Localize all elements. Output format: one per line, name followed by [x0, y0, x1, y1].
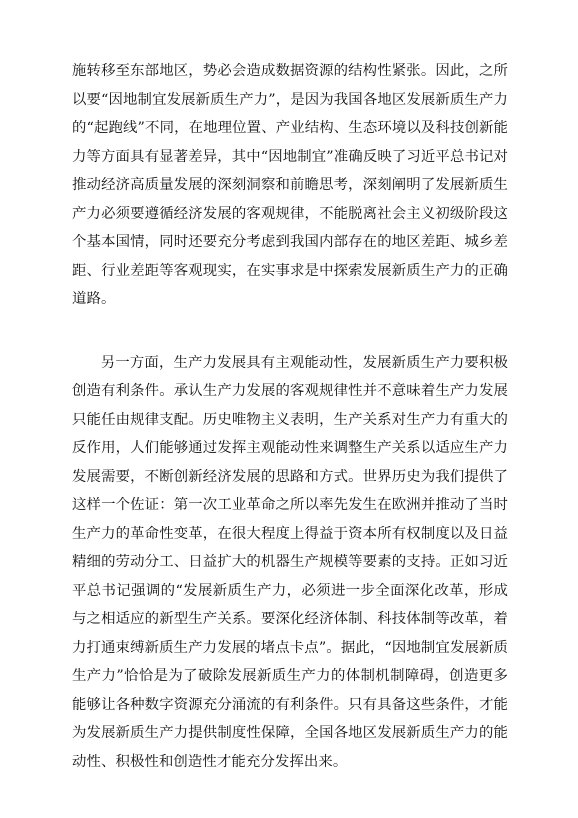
- paragraph-continuation: 施转移至东部地区，势必会造成数据资源的结构性紧张。因此，之所以要“因地制宜发展新质生产力”，是因为我国各地区发展新质生产力的“起跑线”不同，在地理位置、产业结构、生态环境以及科技创新能力等方面具有显著差异，其中“因地制宜”准确反映了习近平总书记对推动经济高质量发展的深刻洞察和前瞻思考，深刻阐明了发展新质生产力必须要遵循经济发展的客观规律，不能脱离社会主义初级阶段这个基本国情，同时还要充分考虑到我国内部存在的地区差距、城乡差距、行业差距等客观现实，在实事求是中探索发展新质生产力的正确道路。: [72, 63, 508, 307]
- paragraph-another-aspect: 另一方面，生产力发展具有主观能动性，发展新质生产力要积极创造有利条件。承认生产力发展的客观规律性并不意味着生产力发展只能任由规律支配。历史唯物主义表明，生产关系对生产力有重大的反作用，人们能够通过发挥主观能动性来调整生产关系以适应生产力发展需要，不断创新经济发展的思路和方式。世界历史为我们提供了这样一个佐证：第一次工业革命之所以率先发生在欧洲并推动了当时生产力的革命性变革，在很大程度上得益于资本所有权制度以及日益精细的劳动分工、日益扩大的机器生产规模等要素的支持。正如习近平总书记强调的“发展新质生产力，必须进一步全面深化改革，形成与之相适应的新型生产关系。要深化经济体制、科技体制等改革，着力打通束缚新质生产力发展的堵点卡点”。据此，“因地制宜发展新质生产力”恰恰是为了破除发展新质生产力的体制机制障碍，创造更多能够让各种数字资源充分涌流的有利条件。只有具备这些条件，才能为发展新质生产力提供制度性保障，全国各地区发展新质生产力的能动性、积极性和创造性才能充分发挥出来。: [72, 354, 508, 770]
- document-page: [72, 57, 508, 776]
